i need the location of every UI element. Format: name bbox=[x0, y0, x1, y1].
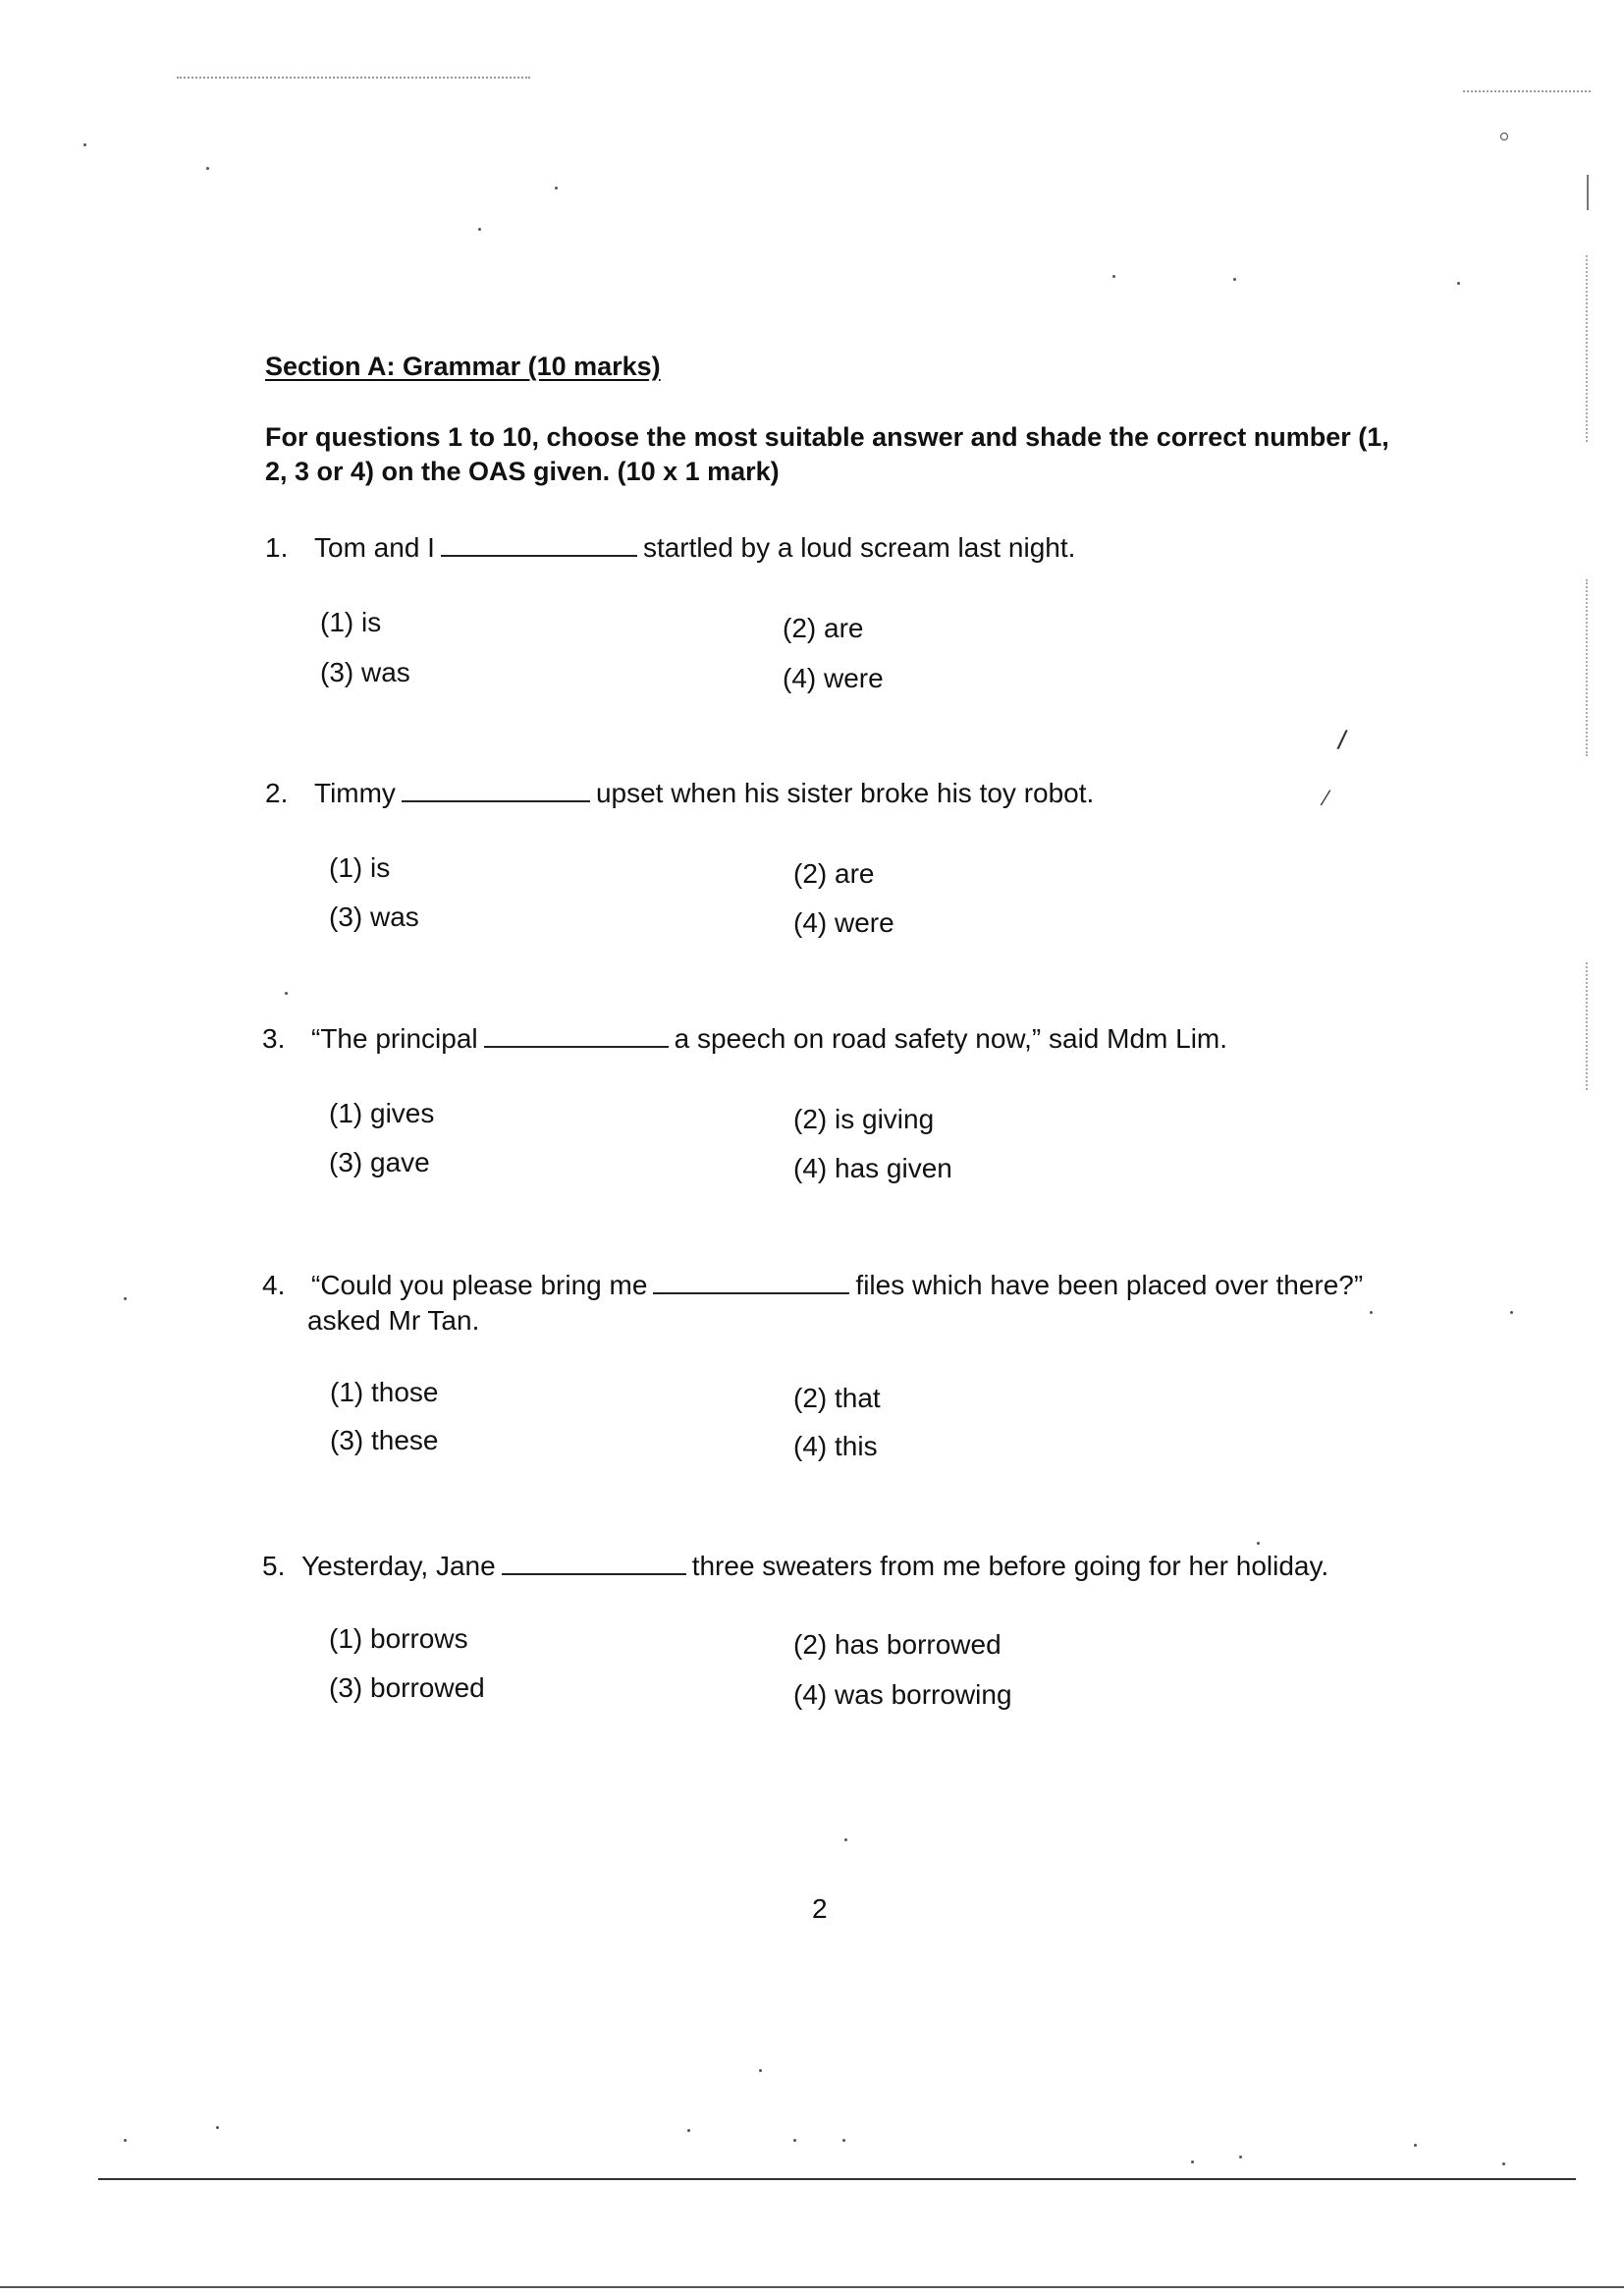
scan-speck bbox=[1510, 1311, 1513, 1314]
answer-blank bbox=[484, 1024, 669, 1048]
scan-dots-right-margin-3 bbox=[1586, 962, 1589, 1090]
scan-dots-right-margin-1 bbox=[1586, 255, 1589, 442]
scan-speck bbox=[1457, 282, 1460, 285]
question-text-after: a speech on road safety now,” said Mdm Lim. bbox=[674, 1023, 1228, 1054]
scan-dots-right-margin-2 bbox=[1586, 579, 1589, 756]
option-3: (3) was bbox=[329, 902, 419, 932]
question-text-before: Tom and I bbox=[314, 532, 435, 563]
scan-speck bbox=[1233, 278, 1236, 281]
scan-speck bbox=[1414, 2144, 1417, 2147]
question-number: 5. bbox=[262, 1551, 286, 1581]
scan-speck bbox=[1112, 275, 1115, 278]
option-4: (4) has given bbox=[793, 1153, 952, 1183]
option-3: (3) borrowed bbox=[329, 1672, 485, 1703]
scan-speck bbox=[285, 992, 288, 995]
question-number: 2. bbox=[265, 778, 289, 808]
option-1: (1) is bbox=[329, 852, 391, 883]
page-number: 2 bbox=[812, 1893, 828, 1924]
section-title: Section A: Grammar (10 marks) bbox=[265, 352, 661, 381]
option-4: (4) this bbox=[793, 1431, 878, 1461]
scan-speck bbox=[216, 2126, 219, 2129]
question-continuation: asked Mr Tan. bbox=[307, 1305, 480, 1336]
option-2: (2) is giving bbox=[793, 1104, 935, 1134]
scan-speck bbox=[478, 228, 481, 231]
option-2: (2) are bbox=[793, 858, 875, 889]
option-1: (1) borrows bbox=[329, 1623, 468, 1654]
option-2: (2) are bbox=[783, 613, 864, 643]
question-text-before: “Could you please bring me bbox=[311, 1270, 648, 1300]
option-4: (4) were bbox=[783, 663, 884, 693]
question-number: 4. bbox=[262, 1270, 286, 1300]
question-text-after: startled by a loud scream last night. bbox=[642, 532, 1076, 563]
option-4: (4) were bbox=[793, 907, 894, 938]
question-number: 1. bbox=[265, 532, 289, 563]
scan-scribble-mark: ⁄ bbox=[1325, 786, 1328, 810]
scan-speck bbox=[842, 2139, 845, 2142]
answer-blank bbox=[441, 533, 637, 557]
bottom-rule-upper bbox=[98, 2178, 1576, 2180]
question-text-after: three sweaters from me before going for her holiday. bbox=[691, 1551, 1329, 1581]
option-4: (4) was borrowing bbox=[793, 1679, 1012, 1710]
scan-speck bbox=[1500, 133, 1508, 140]
option-2: (2) that bbox=[793, 1383, 881, 1413]
scan-speck bbox=[1257, 1542, 1260, 1545]
scan-speck bbox=[759, 2069, 762, 2072]
question-text-before: Yesterday, Jane bbox=[301, 1551, 496, 1581]
question-text-after: upset when his sister broke his toy robot. bbox=[595, 778, 1095, 808]
bottom-rule-lower bbox=[0, 2286, 1624, 2288]
option-3: (3) gave bbox=[329, 1147, 430, 1177]
question-3 bbox=[262, 1021, 1227, 1057]
option-2: (2) has borrowed bbox=[793, 1629, 1001, 1660]
question-text-before: “The principal bbox=[311, 1023, 478, 1054]
scan-speck bbox=[206, 167, 209, 170]
answer-blank bbox=[653, 1271, 849, 1294]
option-3: (3) was bbox=[320, 657, 410, 687]
answer-blank bbox=[502, 1552, 686, 1575]
scan-speck bbox=[124, 1297, 127, 1300]
question-4 bbox=[262, 1268, 1363, 1339]
scan-speck bbox=[1191, 2160, 1194, 2163]
scan-speck bbox=[1239, 2156, 1242, 2159]
scan-dash-top-left bbox=[177, 77, 530, 80]
question-2 bbox=[265, 776, 1094, 811]
option-1: (1) gives bbox=[329, 1098, 435, 1128]
scan-mark-right-top bbox=[1587, 175, 1589, 210]
scan-speck bbox=[844, 1838, 847, 1841]
question-number: 3. bbox=[262, 1023, 286, 1054]
question-text-after: files which have been placed over there?” bbox=[855, 1270, 1364, 1300]
question-1 bbox=[265, 530, 1075, 566]
option-1: (1) is bbox=[320, 607, 382, 637]
option-3: (3) these bbox=[330, 1425, 439, 1455]
scan-speck bbox=[1370, 1311, 1373, 1314]
answer-blank bbox=[402, 779, 590, 802]
question-5 bbox=[262, 1549, 1328, 1584]
scan-slash-mark: / bbox=[1335, 724, 1349, 756]
option-1: (1) those bbox=[330, 1377, 439, 1407]
scan-speck bbox=[124, 2139, 127, 2142]
question-text-before: Timmy bbox=[314, 778, 396, 808]
scan-speck bbox=[83, 143, 86, 146]
scan-speck bbox=[687, 2129, 690, 2132]
scan-speck bbox=[793, 2139, 796, 2142]
scan-speck bbox=[555, 187, 558, 190]
scan-speck bbox=[1502, 2162, 1505, 2165]
instructions: For questions 1 to 10, choose the most suitable answer and shade the correct number (1, 2, 3 or 4) on the OAS given. (10 x 1 mark) bbox=[265, 422, 1389, 486]
scan-dash-top-right bbox=[1463, 90, 1591, 93]
